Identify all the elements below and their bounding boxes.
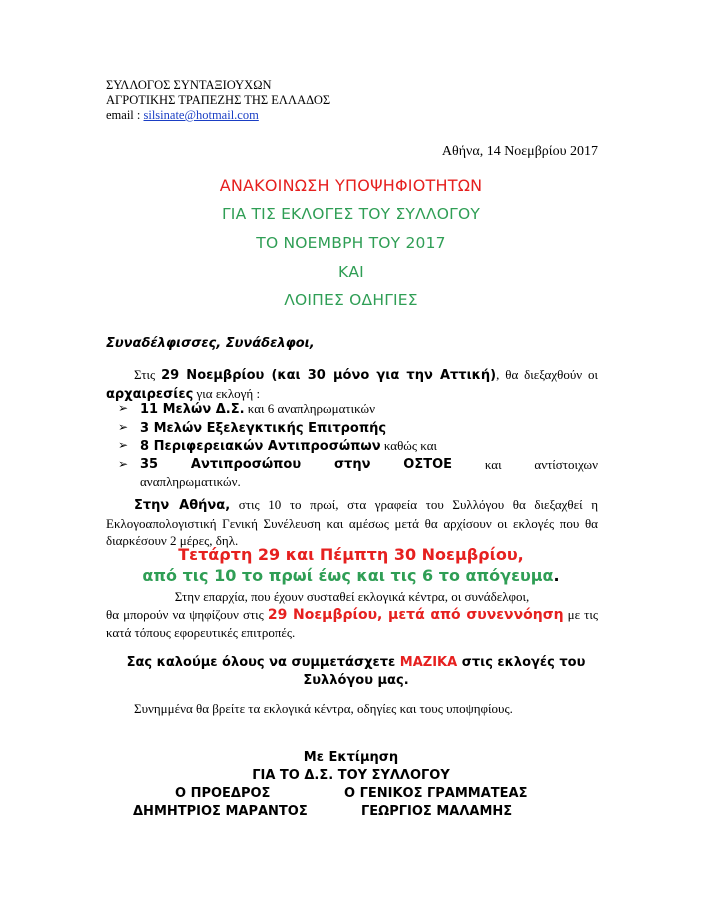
president-title: Ο ΠΡΟΕΔΡΟΣ	[175, 786, 271, 801]
p1-text-c: , θα διεξαχθούν οι	[496, 367, 599, 382]
paragraph-elections-date	[106, 366, 598, 403]
p3-text-a: θα μπορούν να ψηφίζουν στις	[106, 606, 268, 622]
title-and: ΚΑΙ	[338, 263, 364, 281]
list-word: 35	[140, 456, 159, 472]
p1-text-a: Στις	[134, 367, 162, 382]
email-label: email :	[106, 108, 144, 122]
p2-athens-bold: Στην Αθήνα,	[134, 498, 231, 513]
list-item-bold: 3 Μελών Εξελεγκτικής Επιτροπής	[140, 420, 387, 436]
list-word: στην	[333, 456, 371, 472]
paragraph-invitation	[106, 654, 606, 689]
salutation: Συναδέλφισσες, Συνάδελφοι,	[106, 336, 315, 351]
list-word: ΟΣΤΟΕ	[403, 456, 453, 472]
arrow-bullet-icon: ➢	[118, 438, 129, 452]
p1-text-e: για εκλογή :	[193, 385, 261, 401]
signature-board: ΓΙΑ ΤΟ Δ.Σ. ΤΟΥ ΣΥΛΛΟΓΟΥ	[252, 768, 450, 783]
list-word: Αντιπροσώπου	[190, 456, 302, 472]
arrow-bullet-icon: ➢	[118, 401, 129, 415]
p3-red-bold: 29 Νοεμβρίου, μετά από συνεννόηση	[267, 606, 564, 623]
p4-massively-red: ΜΑΖΙΚΑ	[399, 655, 458, 670]
list-item-continuation: αναπληρωματικών.	[140, 474, 241, 489]
list-item	[118, 456, 598, 491]
header-line-1: ΣΥΛΛΟΓΟΣ ΣΥΝΤΑΞΙΟΥΧΩΝ	[106, 78, 272, 92]
list-item	[118, 419, 598, 438]
p1-date-bold: 29 Νοεμβρίου (και 30 μόνο για την Αττική)	[161, 368, 497, 383]
association-header	[106, 78, 330, 123]
election-positions-list	[118, 400, 598, 491]
title-elections: ΓΙΑ ΤΙΣ ΕΚΛΟΓΕΣ ΤΟΥ ΣΥΛΛΟΓΟΥ	[221, 205, 481, 223]
document-date: Αθήνα, 14 Νοεμβρίου 2017	[441, 144, 598, 159]
title-november: ΤΟ ΝΟΕΜΒΡΗ ΤΟΥ 2017	[256, 234, 446, 252]
header-email-line	[106, 108, 330, 123]
list-item-justified-line	[140, 456, 598, 474]
secretary-name: ΓΕΩΡΓΙΟΣ ΜΑΛΑΜΗΣ	[361, 804, 513, 819]
title-announcement: ΑΝΑΚΟΙΝΩΣΗ ΥΠΟΨΗΦΙΟΤΗΤΩΝ	[219, 176, 483, 195]
paragraph-athens	[106, 496, 598, 550]
list-item	[118, 400, 598, 419]
p4-text-b: στις εκλογές του Συλλόγου μας.	[303, 655, 586, 688]
list-item-bold: 8 Περιφερειακών Αντιπροσώπων	[140, 439, 381, 454]
secretary-title: Ο ΓΕΝΙΚΟΣ ΓΡΑΜΜΑΤΕΑΣ	[344, 786, 528, 801]
header-line-2: ΑΓΡΟΤΙΚΗΣ ΤΡΑΠΕΖΗΣ ΤΗΣ ΕΛΛΑΔΟΣ	[106, 93, 331, 107]
email-link[interactable]: silsinate@hotmail.com	[143, 108, 259, 122]
election-hours-dot: .	[553, 566, 560, 585]
election-hours-highlight	[0, 566, 702, 585]
arrow-bullet-icon: ➢	[118, 419, 129, 434]
president-name: ΔΗΜΗΤΡΙΟΣ ΜΑΡΑΝΤΟΣ	[133, 804, 308, 819]
list-item-bold: 11 Μελών Δ.Σ.	[140, 402, 245, 417]
list-item	[118, 437, 598, 456]
paragraph-attachments: Συνημμένα θα βρείτε τα εκλογικά κέντρα, οδηγίες και τους υποψηφίους.	[134, 701, 513, 716]
election-days-highlight: Τετάρτη 29 και Πέμπτη 30 Νοεμβρίου,	[178, 545, 524, 564]
list-item-text: και 6 αναπληρωματικών	[244, 401, 375, 416]
p2-text: στις 10 το πρωί, στα γραφεία του Συλλόγου θα διεξαχθεί η Εκλογοαπολογιστική Γενική Συνέλευση και αμέσως μετά θα αρχίσουν οι εκλογές που θα διαρκέσουν 2 μέρες, δηλ.	[106, 497, 598, 548]
p4-text-a: Σας καλούμε όλους να συμμετάσχετε	[126, 655, 400, 670]
list-word: και	[484, 456, 502, 472]
list-item-text: καθώς και	[380, 438, 438, 453]
title-instructions: ΛΟΙΠΕΣ ΟΔΗΓΙΕΣ	[284, 291, 418, 309]
election-hours-text: από τις 10 το πρωί έως και τις 6 το απόγευμα	[142, 566, 554, 585]
signature-regards: Με Εκτίμηση	[303, 750, 399, 765]
p3-text-b: με τις κατά τόπους εφορευτικές επιτροπές.	[106, 606, 598, 640]
list-word: αντίστοιχων	[534, 456, 598, 472]
p1-elections-bold: αρχαιρεσίες	[106, 386, 194, 402]
arrow-bullet-icon: ➢	[118, 456, 129, 471]
paragraph-province	[106, 588, 598, 642]
p3-line-1: Στην επαρχία, που έχουν συσταθεί εκλογικά κέντρα, οι συνάδελφοι,	[174, 589, 530, 604]
p3-rest	[106, 606, 598, 642]
